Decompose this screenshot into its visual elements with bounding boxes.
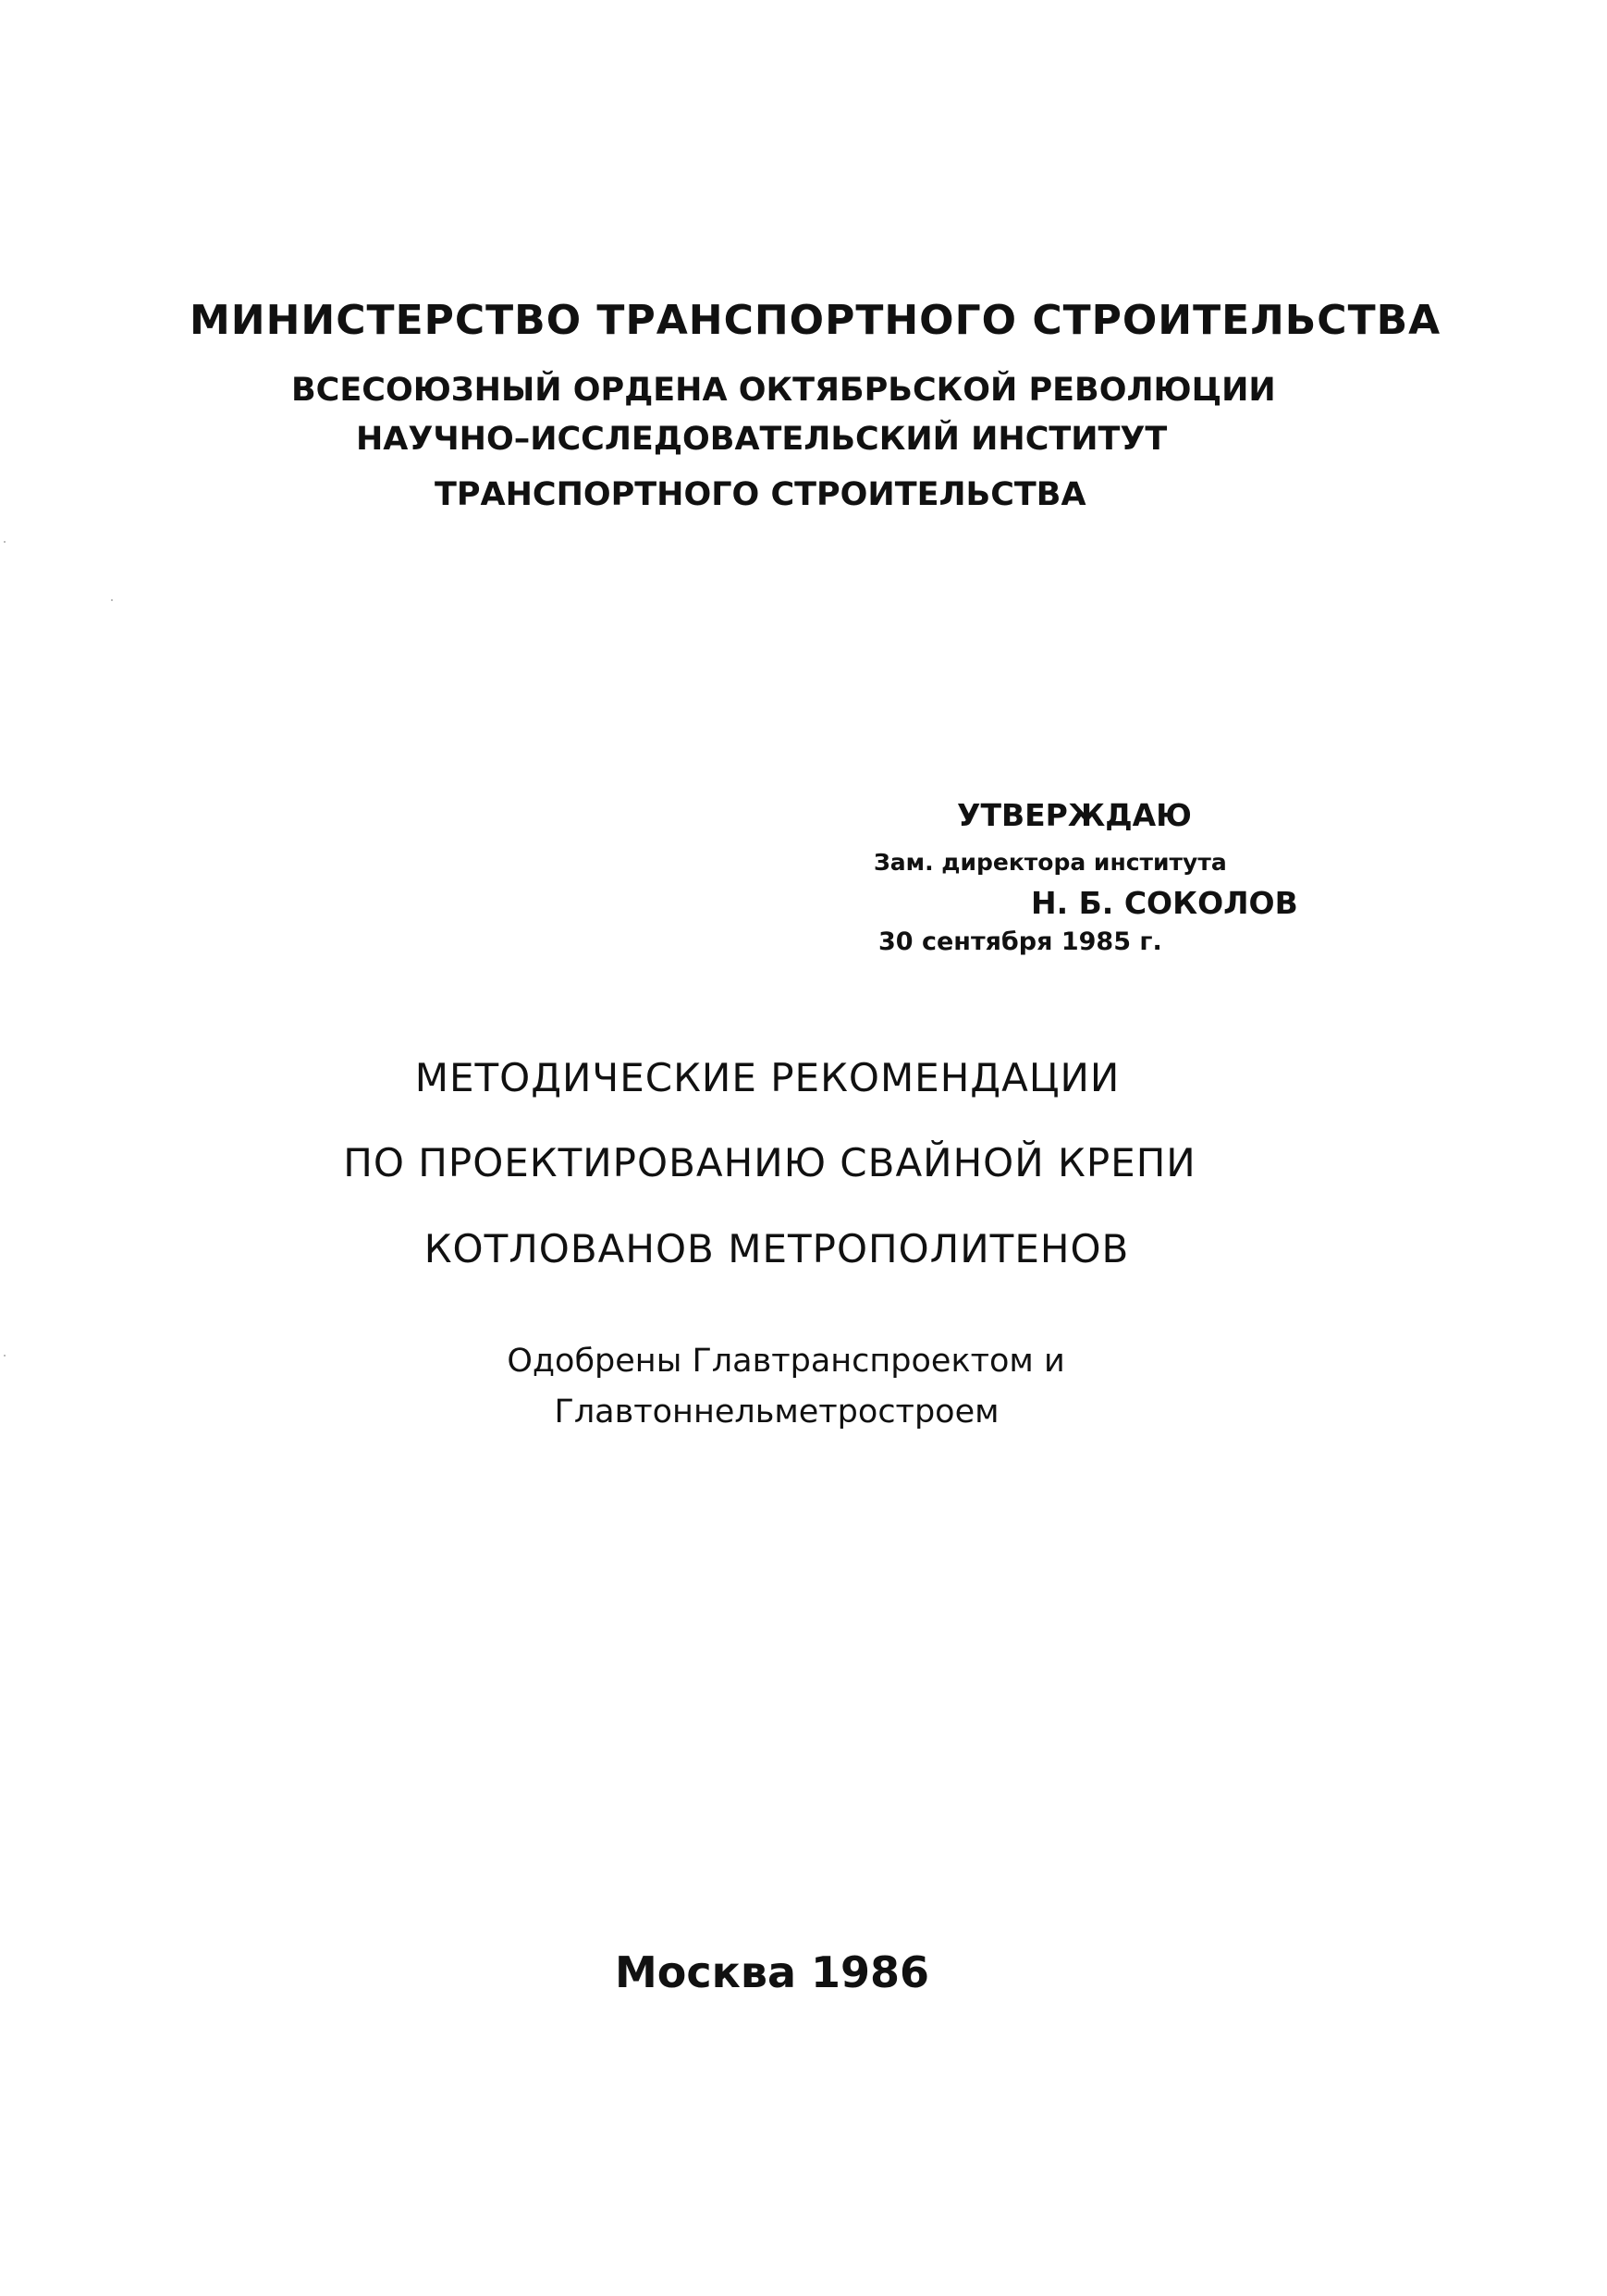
institute-name-line-2: НАУЧНО–ИССЛЕДОВАТЕЛЬСКИЙ ИНСТИТУТ	[356, 421, 1168, 458]
document-title-line-2: ПО ПРОЕКТИРОВАНИЮ СВАЙНОЙ КРЕПИ	[343, 1140, 1196, 1185]
scan-speck	[4, 1355, 6, 1357]
document-title-line-3: КОТЛОВАНОВ МЕТРОПОЛИТЕНОВ	[423, 1226, 1130, 1271]
approval-signer: Н. Б. СОКОЛОВ	[1031, 885, 1298, 921]
institute-name-line-1: ВСЕСОЮЗНЫЙ ОРДЕНА ОКТЯБРЬСКОЙ РЕВОЛЮЦИИ	[291, 372, 1276, 409]
approved-by-line-1: Одобрены Главтранспроектом и	[507, 1343, 1065, 1380]
scan-speck	[111, 599, 113, 601]
document-title-line-1: МЕТОДИЧЕСКИЕ РЕКОМЕНДАЦИИ	[414, 1055, 1121, 1100]
ministry-name: МИНИСТЕРСТВО ТРАНСПОРТНОГО СТРОИТЕЛЬСТВА	[190, 297, 1441, 344]
approval-date: 30 сентября 1985 г.	[878, 927, 1162, 956]
publication-place-year: Москва 1986	[614, 1947, 930, 1997]
institute-name-line-3: ТРАНСПОРТНОГО СТРОИТЕЛЬСТВА	[435, 476, 1086, 513]
approved-by-line-2: Главтоннельметростроем	[554, 1394, 1000, 1430]
scan-speck	[4, 541, 6, 543]
approval-position: Зам. директора института	[874, 849, 1227, 876]
approval-heading: УТВЕРЖДАЮ	[957, 797, 1192, 833]
